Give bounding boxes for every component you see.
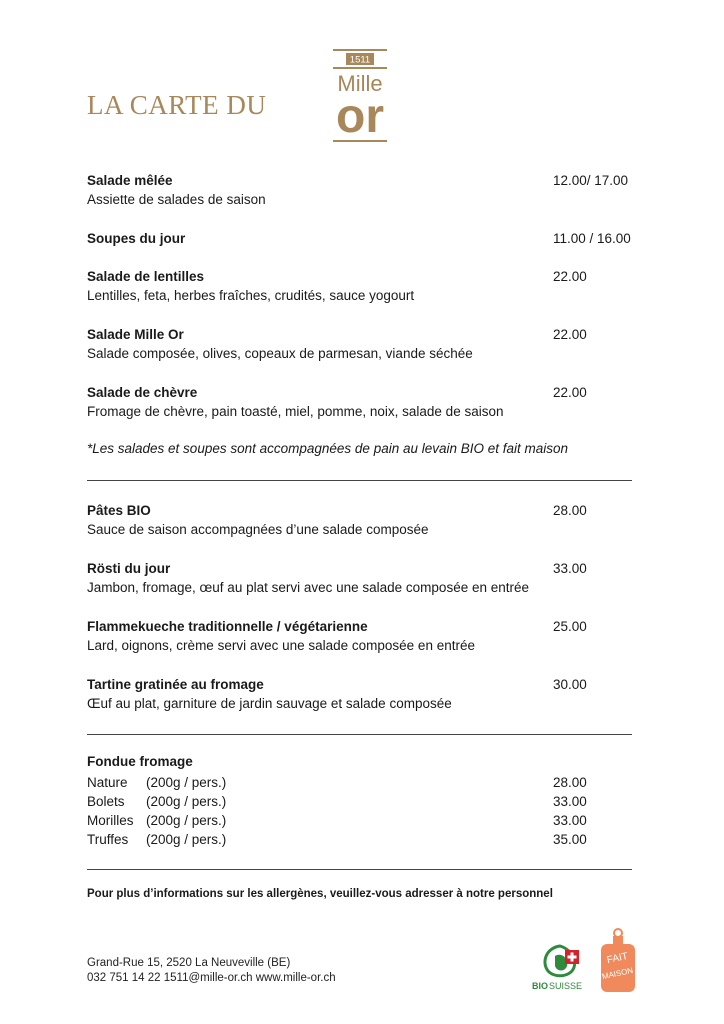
divider (87, 480, 632, 481)
bread-note: *Les salades et soupes sont accompagnées de pain au levain BIO et fait maison (87, 441, 569, 456)
fondue-row (87, 811, 226, 830)
item-name: Salade Mille Or (87, 327, 184, 342)
fondue-portion: (200g / pers.) (146, 775, 227, 790)
menu-item (87, 325, 473, 363)
divider (87, 734, 632, 735)
item-name: Salade de lentilles (87, 269, 205, 284)
menu-item (87, 675, 452, 713)
item-desc: Lentilles, feta, herbes fraîches, crudités, sauce yogourt (87, 288, 415, 303)
item-price: 28.00 (553, 503, 587, 518)
fondue-price: 28.00 (553, 775, 587, 790)
item-price: 22.00 (553, 385, 587, 400)
address-line: Grand-Rue 15, 2520 La Neuveville (BE) (87, 957, 291, 969)
mille-or-logo (329, 46, 391, 146)
fondue-variety: Truffes (87, 832, 129, 847)
item-desc: Jambon, fromage, œuf au plat servi avec une salade composée en entrée (87, 580, 529, 595)
item-price: 22.00 (553, 327, 587, 342)
item-price: 11.00 / 16.00 (553, 231, 631, 246)
logo-badge: 1511 (349, 54, 371, 66)
item-desc: Assiette de salades de saison (87, 192, 266, 207)
item-price: 33.00 (553, 561, 587, 576)
bio-label: BIO (532, 981, 549, 991)
fondue-portion: (200g / pers.) (146, 813, 227, 828)
item-name: Salade de chèvre (87, 385, 198, 400)
maison-label: MAISON (601, 965, 634, 982)
fondue-row (87, 830, 226, 849)
fondue-title: Fondue fromage (87, 754, 193, 769)
fondue-variety: Bolets (87, 794, 125, 809)
item-name: Pâtes BIO (87, 503, 151, 518)
item-name: Tartine gratinée au fromage (87, 677, 264, 692)
menu-item (87, 383, 503, 421)
item-price: 22.00 (553, 269, 587, 284)
fondue-price: 33.00 (553, 794, 587, 809)
fondue-row (87, 792, 226, 811)
item-desc: Salade composée, olives, copeaux de parmesan, viande séchée (87, 346, 473, 361)
item-price: 12.00/ 17.00 (553, 173, 629, 188)
item-name: Rösti du jour (87, 561, 171, 576)
allergen-note: Pour plus d’informations sur les allergènes, veuillez-vous adresser à notre personnel (87, 888, 553, 900)
fondue-variety: Morilles (87, 813, 134, 828)
menu-item (87, 171, 266, 209)
fondue-row (87, 773, 226, 792)
suisse-label: SUISSE (549, 981, 583, 991)
item-desc: Lard, oignons, crème servi avec une salade composée en entrée (87, 638, 475, 653)
item-desc: Fromage de chèvre, pain toasté, miel, pomme, noix, salade de saison (87, 404, 504, 419)
bio-suisse-logo (531, 942, 589, 992)
contact-line: 032 751 14 22 1511@mille-or.ch www.mille-or.ch (87, 972, 336, 984)
fait-label: FAIT (606, 950, 629, 967)
fondue-price: 33.00 (553, 813, 587, 828)
item-name: Salade mêlée (87, 173, 173, 188)
footer-address (87, 956, 336, 986)
fondue-portion: (200g / pers.) (146, 832, 227, 847)
item-desc: Sauce de saison accompagnées d’une salade composée (87, 522, 429, 537)
fondue-variety: Nature (87, 775, 128, 790)
item-desc: Œuf au plat, garniture de jardin sauvage et salade composée (87, 696, 452, 711)
item-name: Soupes du jour (87, 231, 186, 246)
menu-item (87, 501, 428, 539)
logo-word-or: or (336, 90, 384, 143)
menu-item (87, 229, 185, 248)
item-name: Flammekueche traditionnelle / végétarienne (87, 619, 368, 634)
menu-item (87, 267, 414, 305)
item-price: 30.00 (553, 677, 587, 692)
logo-word-mille: Mille (337, 71, 383, 96)
fondue-price: 35.00 (553, 832, 587, 847)
menu-item (87, 559, 529, 597)
menu-title: LA CARTE DU (87, 90, 267, 120)
fondue-portion: (200g / pers.) (146, 794, 227, 809)
divider (87, 869, 632, 870)
fait-maison-logo (599, 928, 637, 994)
menu-item (87, 617, 475, 655)
item-price: 25.00 (553, 619, 587, 634)
